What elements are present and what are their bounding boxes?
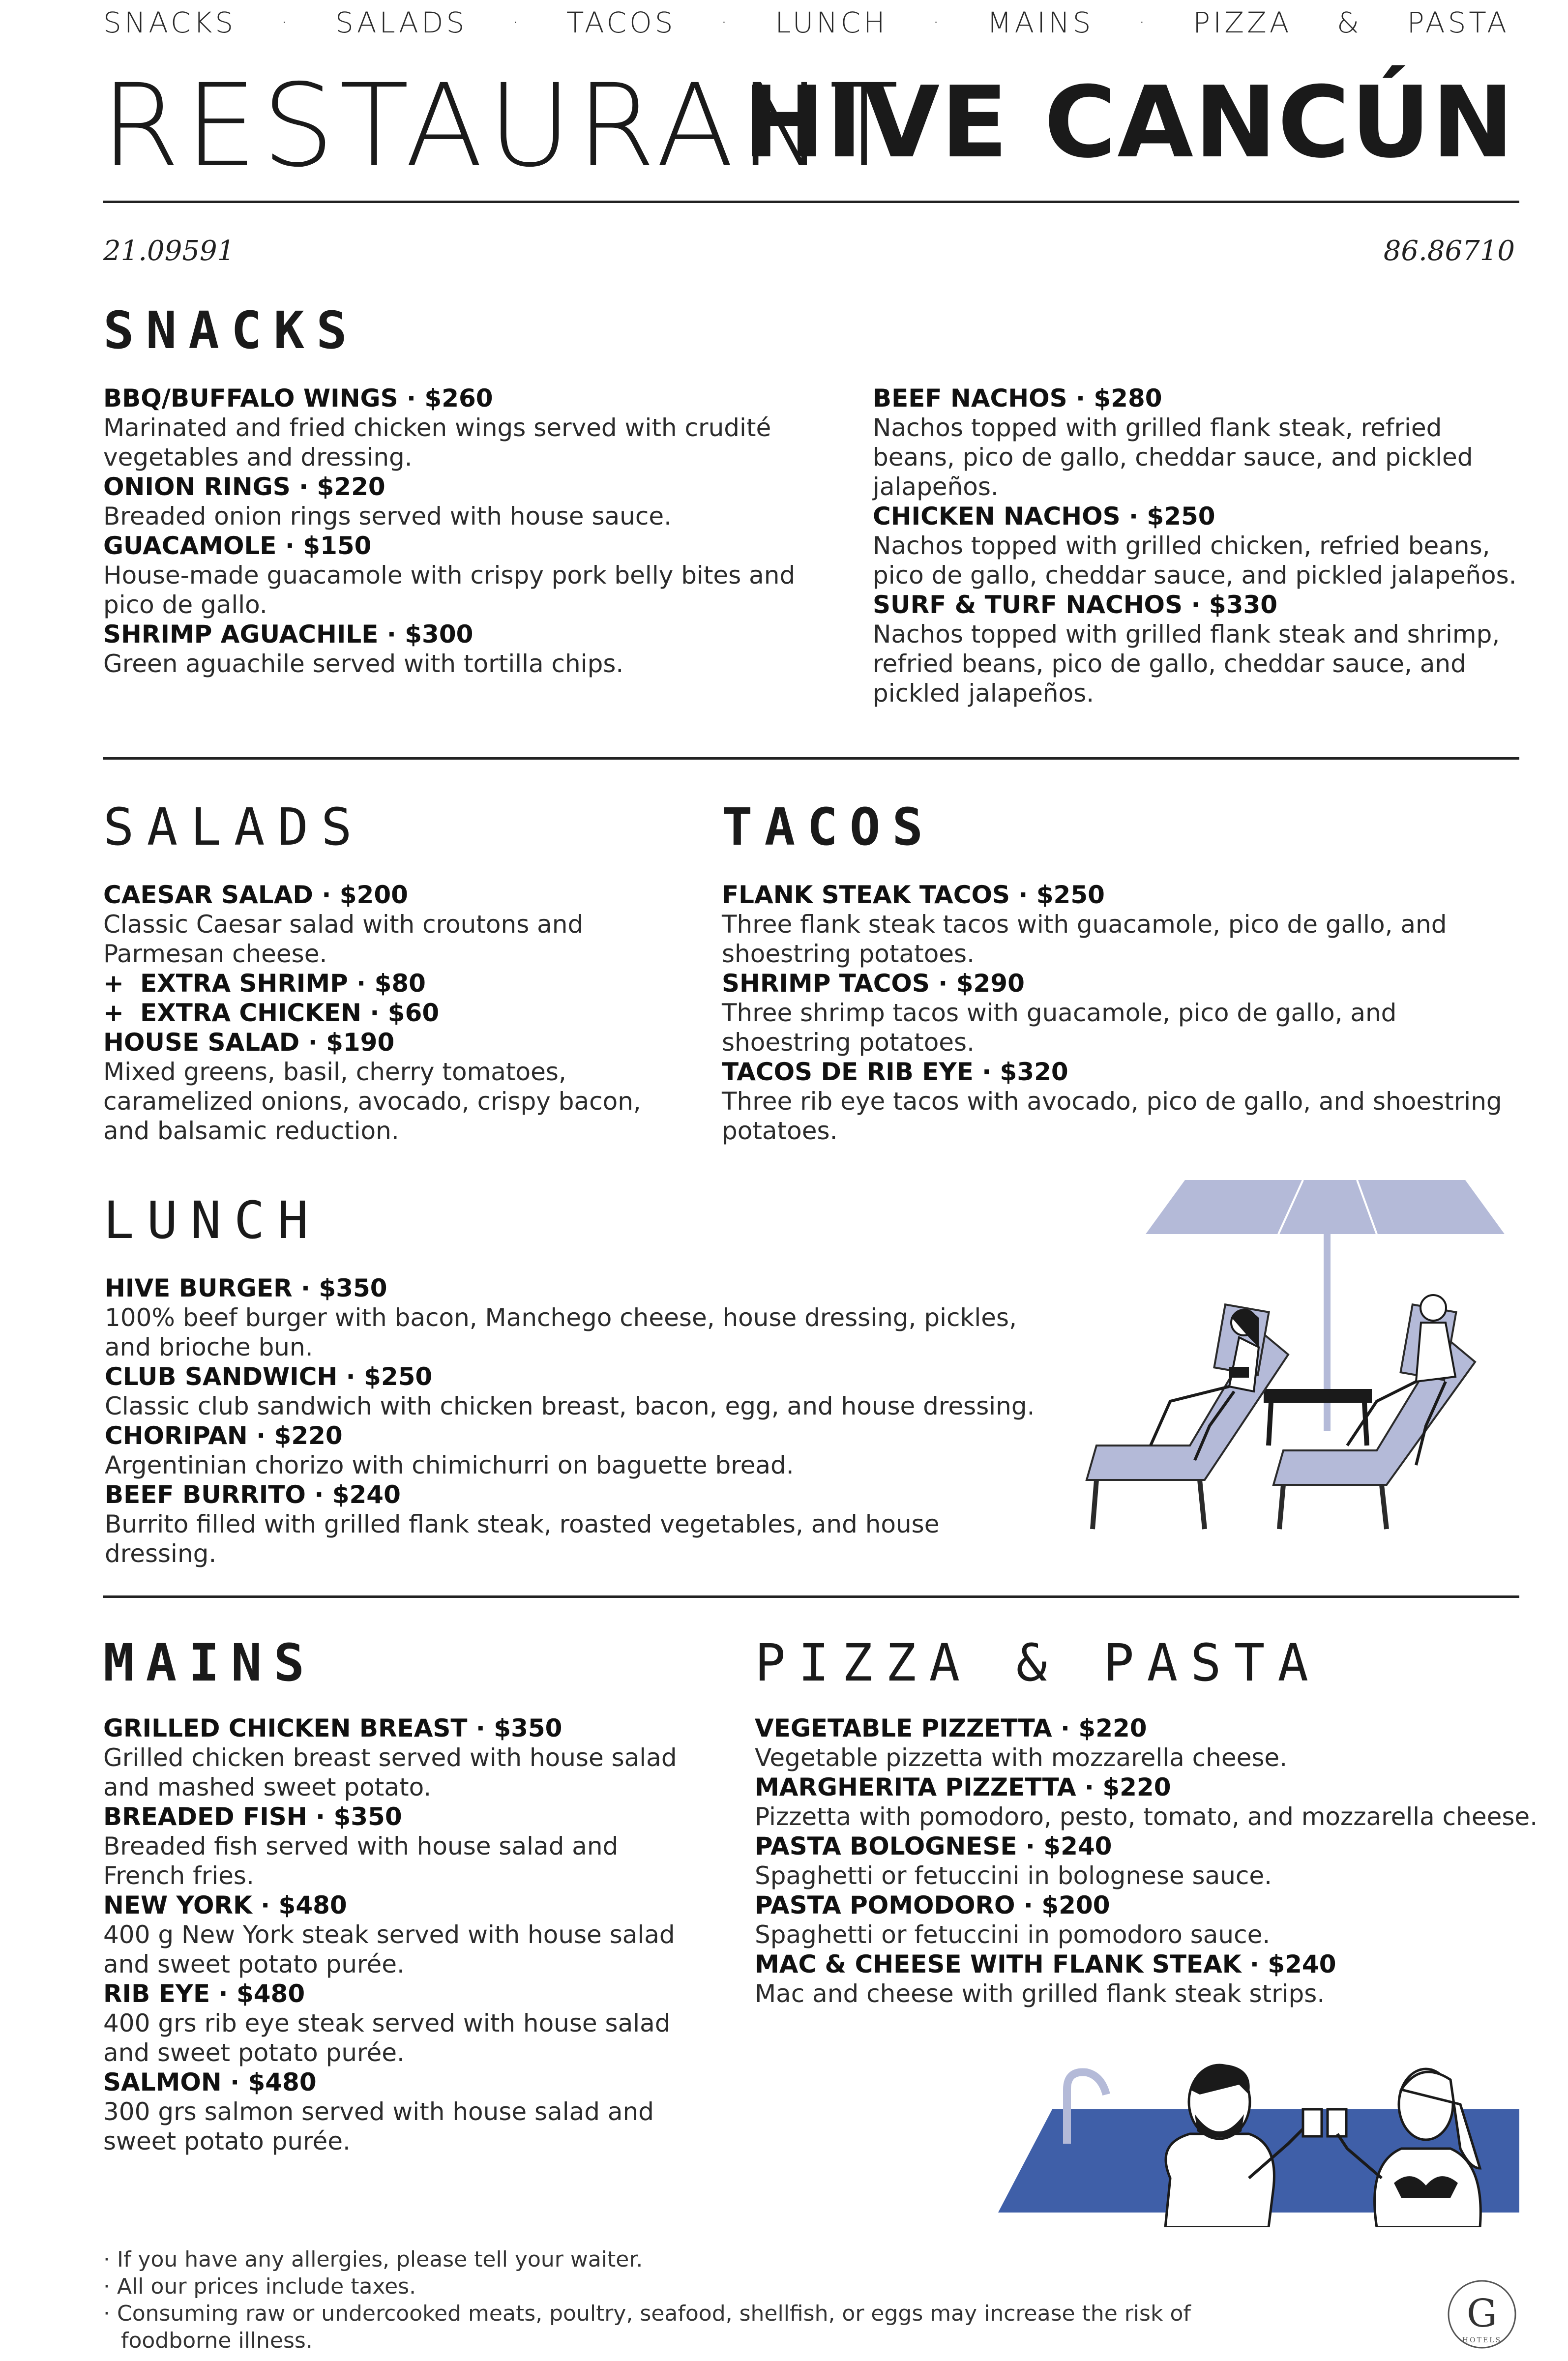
item-description: Grilled chicken breast served with house salad and mashed sweet potato. bbox=[103, 1743, 677, 1801]
item-description: Spaghetti or fetuccini in bolognese sauce. bbox=[755, 1861, 1272, 1890]
item-name: PASTA BOLOGNESE · $240 bbox=[755, 1832, 1112, 1860]
tacos-list bbox=[722, 880, 1518, 1146]
item-name: SALMON · $480 bbox=[103, 2068, 317, 2096]
item-name: GRILLED CHICKEN BREAST · $350 bbox=[103, 1714, 562, 1742]
item-name: GUACAMOLE · $150 bbox=[103, 531, 372, 560]
item-name: SHRIMP AGUACHILE · $300 bbox=[103, 620, 473, 649]
nav-item-snacks[interactable]: SNACKS bbox=[103, 6, 237, 39]
item-name: ONION RINGS · $220 bbox=[103, 472, 385, 501]
section-divider bbox=[103, 757, 1519, 760]
plus-icon: + bbox=[103, 969, 124, 998]
note-item: · If you have any allergies, please tell your waiter. bbox=[103, 2247, 643, 2272]
nav-separator: · bbox=[1138, 11, 1148, 34]
item-description: Three flank steak tacos with guacamole, pico de gallo, and shoestring potatoes. bbox=[722, 910, 1447, 968]
list-item bbox=[103, 2067, 688, 2156]
item-description: Nachos topped with grilled flank steak and shrimp, refried beans, pico de gallo, cheddar sauce, and pickled jalapeños. bbox=[873, 620, 1500, 708]
item-name: CLUB SANDWICH · $250 bbox=[105, 1362, 433, 1391]
list-item bbox=[873, 384, 1527, 502]
item-description: Classic Caesar salad with croutons and Parmesan cheese. bbox=[103, 910, 584, 968]
list-item bbox=[722, 1057, 1518, 1146]
item-description: Burrito filled with grilled flank steak, roasted vegetables, and house dressing. bbox=[105, 1510, 940, 1568]
hotel-logo-icon bbox=[1445, 2277, 1519, 2351]
list-item bbox=[103, 1713, 688, 1802]
item-description: Green aguachile served with tortilla chips. bbox=[103, 649, 624, 678]
item-name: MAC & CHEESE WITH FLANK STEAK · $240 bbox=[755, 1950, 1336, 1978]
section-heading-mains: MAINS bbox=[103, 1633, 317, 1693]
nav-item-pizza[interactable]: PIZZA bbox=[1193, 6, 1292, 39]
page-title-restaurant: RESTAURANT bbox=[101, 59, 904, 192]
item-name: TACOS DE RIB EYE · $320 bbox=[722, 1058, 1068, 1086]
item-name: BBQ/BUFFALO WINGS · $260 bbox=[103, 384, 493, 413]
lunch-list bbox=[105, 1273, 1059, 1568]
item-name: PASTA POMODORO · $200 bbox=[755, 1891, 1110, 1919]
nav-item-lunch[interactable]: LUNCH bbox=[775, 6, 888, 39]
umbrella-canopy bbox=[1146, 1180, 1505, 1234]
nav-separator: · bbox=[512, 11, 522, 34]
plus-icon: + bbox=[103, 999, 124, 1027]
nav-separator: · bbox=[933, 11, 942, 34]
item-name: SHRIMP TACOS · $290 bbox=[722, 969, 1025, 998]
item-name: BREADED FISH · $350 bbox=[103, 1802, 402, 1831]
item-description: Nachos topped with grilled flank steak, refried beans, pico de gallo, cheddar sauce, and pickled jalapeños. bbox=[873, 413, 1473, 501]
extra-label: EXTRA CHICKEN · $60 bbox=[140, 999, 440, 1027]
item-description: 100% beef burger with bacon, Manchego cheese, house dressing, pickles, and brioche bun. bbox=[105, 1303, 1017, 1361]
item-description: Classic club sandwich with chicken breast, bacon, egg, and house dressing. bbox=[105, 1392, 1035, 1420]
list-item-extra bbox=[103, 969, 679, 998]
list-item bbox=[755, 1831, 1561, 1890]
salads-list bbox=[103, 880, 679, 1146]
list-item bbox=[103, 472, 811, 531]
section-heading-tacos: TACOS bbox=[722, 797, 935, 857]
list-item bbox=[103, 1802, 688, 1890]
nav-item-ampersand: & bbox=[1336, 6, 1362, 39]
nav-item-mains[interactable]: MAINS bbox=[987, 6, 1094, 39]
item-name: CAESAR SALAD · $200 bbox=[103, 881, 408, 909]
list-item bbox=[103, 880, 679, 969]
list-item bbox=[755, 1890, 1561, 1949]
nav-item-pasta[interactable]: PASTA bbox=[1407, 6, 1509, 39]
section-heading-lunch: LUNCH bbox=[103, 1190, 322, 1250]
list-item bbox=[873, 502, 1527, 590]
list-item bbox=[103, 384, 811, 472]
item-name: CHICKEN NACHOS · $250 bbox=[873, 502, 1215, 531]
list-item bbox=[722, 880, 1518, 969]
item-name: FLANK STEAK TACOS · $250 bbox=[722, 881, 1105, 909]
list-item bbox=[103, 620, 811, 679]
list-item bbox=[103, 1890, 688, 1979]
item-name: CHORIPAN · $220 bbox=[105, 1421, 343, 1450]
item-description: 400 grs rib eye steak served with house salad and sweet potato purée. bbox=[103, 2009, 671, 2067]
item-description: Three shrimp tacos with guacamole, pico de gallo, and shoestring potatoes. bbox=[722, 999, 1397, 1057]
list-item bbox=[103, 1979, 688, 2067]
section-divider bbox=[103, 1595, 1519, 1598]
list-item bbox=[873, 590, 1527, 708]
footer-notes bbox=[103, 2246, 1210, 2354]
lounger-illustration bbox=[1082, 1170, 1514, 1534]
section-heading-salads: SALADS bbox=[103, 797, 365, 857]
mains-list bbox=[103, 1713, 688, 2156]
list-item bbox=[755, 1772, 1561, 1831]
note-item: · Consuming raw or undercooked meats, poultry, seafood, shellfish, or eggs may increase the risk of foodborne illness. bbox=[103, 2301, 1191, 2353]
side-table bbox=[1264, 1389, 1372, 1403]
item-description: Marinated and fried chicken wings served with crudité vegetables and dressing. bbox=[103, 413, 771, 472]
list-item bbox=[105, 1273, 1059, 1362]
item-name: VEGETABLE PIZZETTA · $220 bbox=[755, 1714, 1147, 1742]
item-description: Vegetable pizzetta with mozzarella cheese. bbox=[755, 1743, 1288, 1772]
item-description: Mac and cheese with grilled flank steak strips. bbox=[755, 1979, 1325, 2008]
nav-separator: · bbox=[721, 11, 730, 34]
item-name: HIVE BURGER · $350 bbox=[105, 1274, 387, 1302]
list-item bbox=[105, 1362, 1059, 1421]
header-divider bbox=[103, 201, 1519, 203]
list-item-extra bbox=[103, 998, 679, 1028]
extra-label: EXTRA SHRIMP · $80 bbox=[140, 969, 426, 998]
section-heading-pizza-pasta: PIZZA & PASTA bbox=[755, 1633, 1321, 1693]
snacks-left-list bbox=[103, 384, 811, 679]
nav-item-tacos[interactable]: TACOS bbox=[566, 6, 676, 39]
list-item bbox=[103, 531, 811, 620]
pool-illustration bbox=[993, 2050, 1519, 2227]
list-item bbox=[103, 1028, 679, 1146]
item-description: Breaded onion rings served with house sauce. bbox=[103, 502, 672, 531]
section-heading-snacks: SNACKS bbox=[103, 300, 359, 360]
note-item: · All our prices include taxes. bbox=[103, 2274, 416, 2299]
logo-text: HOTELS bbox=[1462, 2336, 1502, 2344]
list-item bbox=[755, 1713, 1561, 1772]
item-name: NEW YORK · $480 bbox=[103, 1891, 347, 1919]
item-description: Breaded fish served with house salad and French fries. bbox=[103, 1832, 619, 1890]
item-name: RIB EYE · $480 bbox=[103, 1979, 305, 2008]
pizza-pasta-list bbox=[755, 1713, 1561, 2008]
top-nav bbox=[103, 6, 1509, 39]
coordinate-latitude: 21.09591 bbox=[103, 235, 235, 267]
item-name: HOUSE SALAD · $190 bbox=[103, 1028, 395, 1057]
list-item bbox=[105, 1480, 1059, 1568]
item-description: Nachos topped with grilled chicken, refried beans, pico de gallo, cheddar sauce, and pickled jalapeños. bbox=[873, 531, 1517, 590]
item-description: Argentinian chorizo with chimichurri on baguette bread. bbox=[105, 1451, 794, 1479]
item-name: MARGHERITA PIZZETTA · $220 bbox=[755, 1773, 1171, 1801]
logo-letter: G bbox=[1466, 2292, 1498, 2336]
coordinate-longitude: 86.86710 bbox=[1383, 235, 1515, 267]
item-description: House-made guacamole with crispy pork belly bites and pico de gallo. bbox=[103, 561, 796, 619]
snacks-right-list bbox=[873, 384, 1527, 708]
item-name: BEEF NACHOS · $280 bbox=[873, 384, 1162, 413]
item-description: Mixed greens, basil, cherry tomatoes, caramelized onions, avocado, crispy bacon, and balsamic reduction. bbox=[103, 1058, 641, 1145]
item-description: 300 grs salmon served with house salad and sweet potato purée. bbox=[103, 2097, 654, 2155]
item-description: Spaghetti or fetuccini in pomodoro sauce. bbox=[755, 1920, 1271, 1949]
item-description: 400 g New York steak served with house salad and sweet potato purée. bbox=[103, 1920, 675, 1978]
item-name: BEEF BURRITO · $240 bbox=[105, 1480, 401, 1509]
item-description: Pizzetta with pomodoro, pesto, tomato, and mozzarella cheese. bbox=[755, 1802, 1538, 1831]
list-item bbox=[722, 969, 1518, 1057]
list-item bbox=[105, 1421, 1059, 1480]
item-name: SURF & TURF NACHOS · $330 bbox=[873, 590, 1278, 619]
nav-separator: · bbox=[281, 11, 291, 34]
page-title-name: HIVE CANCÚN bbox=[742, 65, 1515, 180]
item-description: Three rib eye tacos with avocado, pico de gallo, and shoestring potatoes. bbox=[722, 1087, 1502, 1145]
nav-item-salads[interactable]: SALADS bbox=[335, 6, 468, 39]
list-item bbox=[755, 1949, 1561, 2008]
